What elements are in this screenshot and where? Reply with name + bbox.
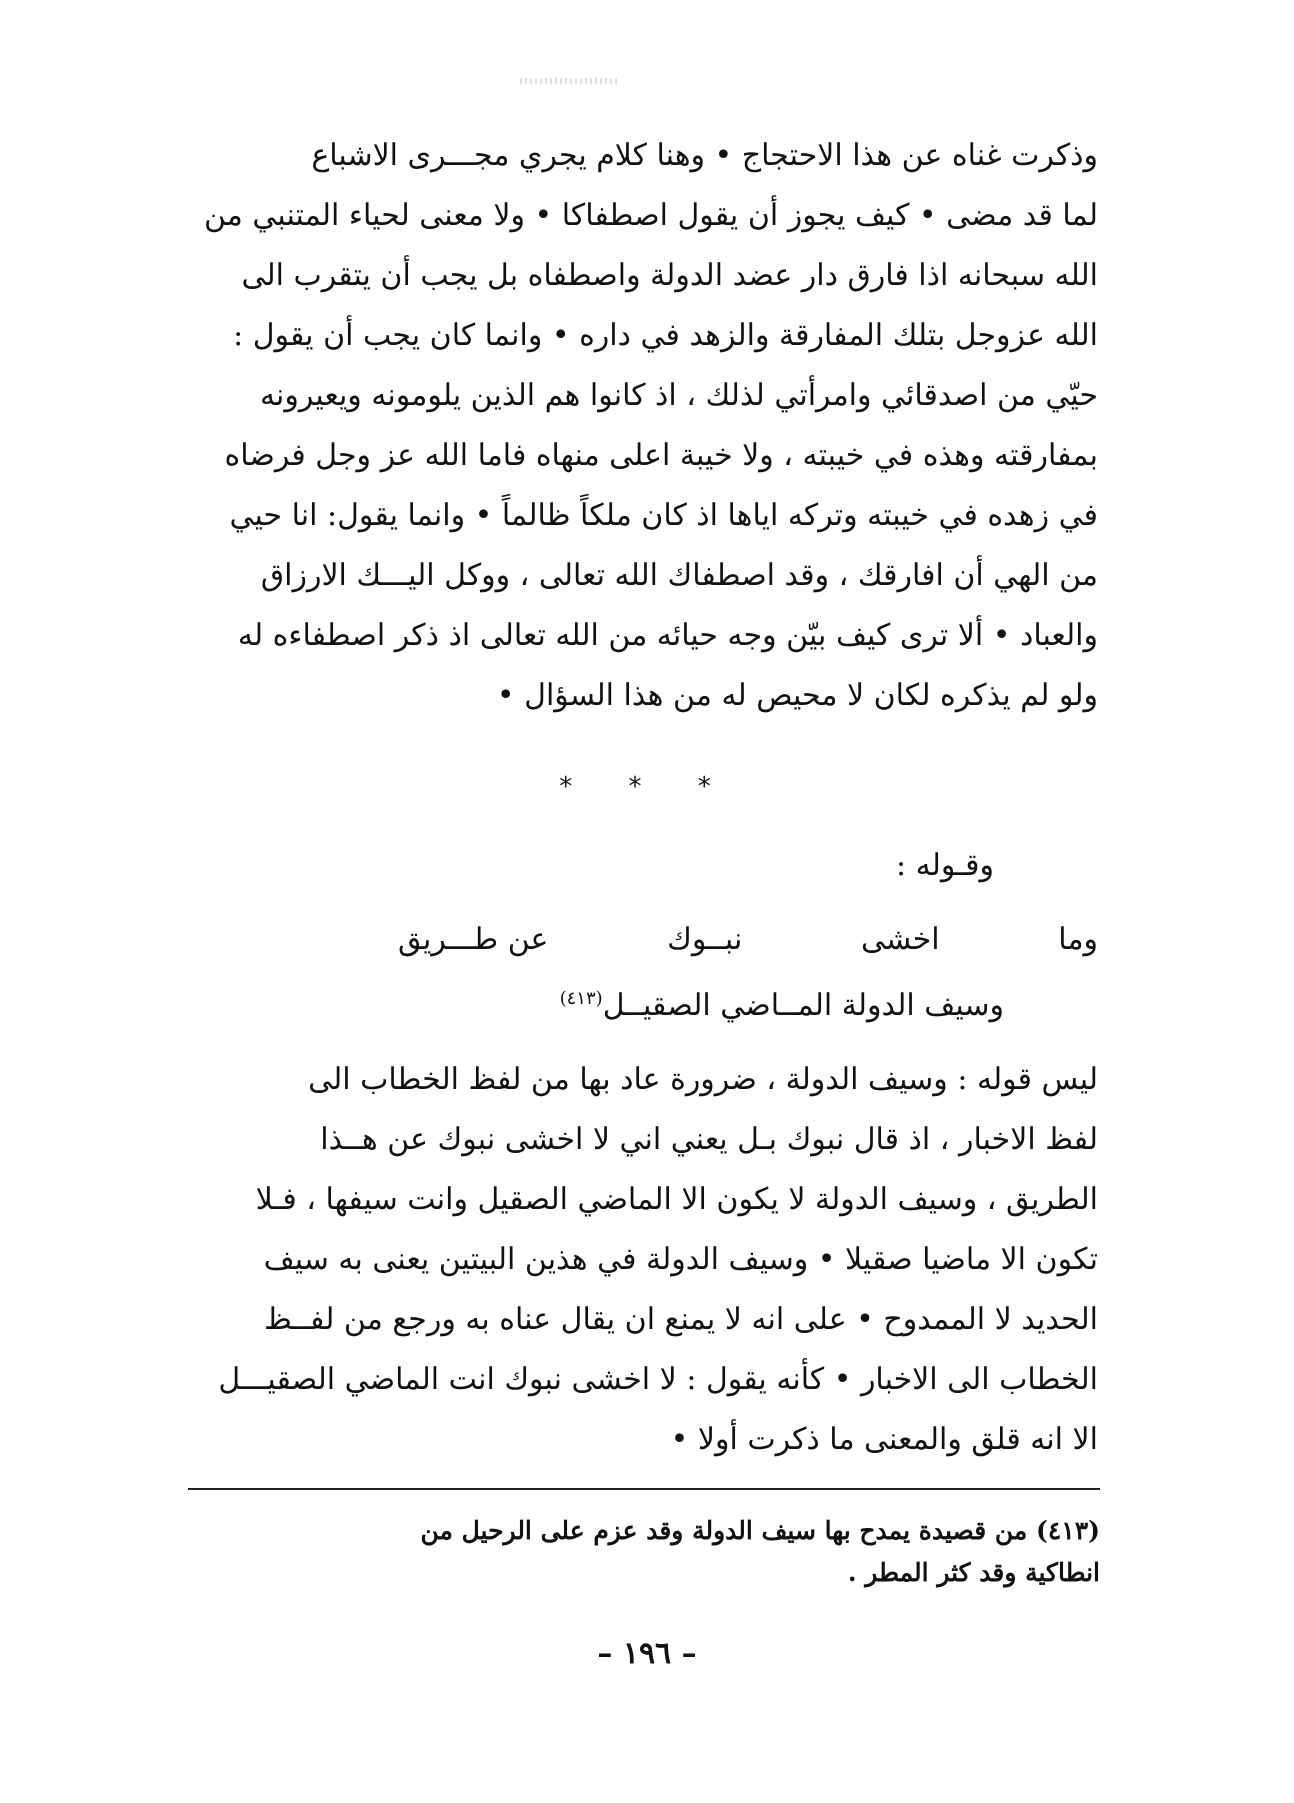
text-line: بمفارقته وهذه في خيبته ، ولا خيبة اعلى منهاه فاما الله عز وجل فرضاه — [224, 438, 1098, 473]
text-line: ولو لم يذكره لكان لا محيص له من هذا السؤال • — [496, 678, 1098, 713]
page-number: – ١٩٦ – — [597, 1636, 697, 1671]
footnote-line: انطاكية وقد كثر المطر . — [847, 1558, 1100, 1587]
footnote-divider — [188, 1488, 1100, 1490]
verse-word: عن طـــريق — [398, 922, 549, 957]
footnote — [188, 1510, 1100, 1594]
section-separator: * * * — [559, 772, 735, 802]
verse-intro: وقـوله : — [896, 848, 994, 883]
text-line: تكون الا ماضيا صقيلا • وسيف الدولة في هذين البيتين يعنى به سيف — [263, 1242, 1098, 1277]
text-line: الله سبحانه اذا فارق دار عضد الدولة واصطفاه بل يجب أن يتقرب الى — [241, 258, 1098, 293]
text-line: لما قد مضى • كيف يجوز أن يقول اصطفاكا • ولا معنى لحياء المتنبي من — [203, 198, 1098, 233]
footnote-reference: (٤١٣) — [559, 988, 603, 1009]
paragraph-2 — [178, 1050, 1098, 1470]
text-line: الا انه قلق والمعنى ما ذكرت أولا • — [670, 1422, 1098, 1457]
verse-word: وما — [1058, 922, 1098, 957]
text-line: الحديد لا الممدوح • على انه لا يمنع ان يقال عناه به ورجع من لفــظ — [263, 1302, 1098, 1337]
text-line: لفظ الاخبار ، اذ قال نبوك بـل يعني اني لا اخشى نبوك عن هــذا — [320, 1122, 1098, 1157]
text-line: الله عزوجل بتلك المفارقة والزهد في داره • وانما كان يجب أن يقول : — [233, 318, 1098, 353]
text-line: في زهده في خيبته وتركه اياها اذ كان ملكاً ظالماً • وانما يقول: انا حيي — [229, 498, 1098, 533]
text-line: من الهي أن افارقك ، وقد اصطفاك الله تعالى ، ووكل اليـــك الارزاق — [260, 558, 1098, 593]
text-line: ليس قوله : وسيف الدولة ، ضرورة عاد بها من لفظ الخطاب الى — [308, 1062, 1098, 1097]
text-line: حيّي من اصدقائي وامرأتي لذلك ، اذ كانوا هم الذين يلومونه ويعيرونه — [259, 378, 1098, 413]
scan-artifact — [520, 78, 620, 84]
text-line: وذكرت غناه عن هذا الاحتجاج • وهنا كلام يجري مجـــرى الاشباع — [311, 138, 1098, 173]
verse-word: اخشى — [860, 922, 940, 957]
text-line: الطريق ، وسيف الدولة لا يكون الا الماضي الصقيل وانت سيفها ، فـلا — [255, 1182, 1098, 1217]
verse-line-1 — [398, 922, 1098, 957]
verse-word: نبــوك — [667, 922, 743, 957]
verse-text: وسيف الدولة المــاضي الصقيــل — [602, 988, 1004, 1023]
text-line: الخطاب الى الاخبار • كأنه يقول : لا اخشى نبوك انت الماضي الصقيـــل — [218, 1362, 1098, 1397]
text-line: والعباد • ألا ترى كيف بيّن وجه حيائه من الله تعالى اذ ذكر اصطفاءه له — [237, 618, 1098, 653]
footnote-line: (٤١٣) من قصيدة يمدح بها سيف الدولة وقد عزم على الرحيل من — [420, 1516, 1100, 1545]
paragraph-1 — [178, 126, 1098, 726]
verse-line-2 — [560, 988, 1004, 1023]
